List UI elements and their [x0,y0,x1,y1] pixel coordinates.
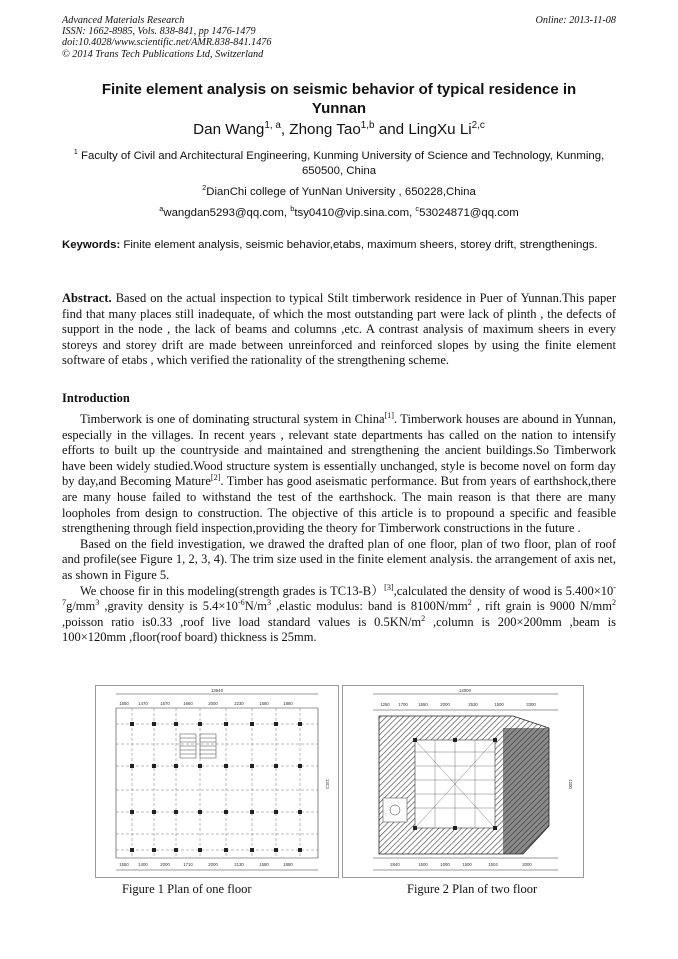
exponent: -7 [62,582,616,607]
intro-p3-text: N/m [244,599,267,614]
author-separator: and [374,121,409,138]
floor-plan-1-drawing [96,686,338,877]
exponent: 3 [95,597,100,607]
exponent: -6 [237,597,245,607]
intro-p3-text: ,calculated the density of wood is 5.400×10 [393,583,614,598]
author-3-affil: 2,c [471,119,485,131]
fig2-side-dim: 1200 [568,779,573,789]
exponent: 2 [421,613,426,623]
intro-p1-part-c: . Timber has good aseismatic performance. But from years of earthshock,there are many house failed to withstand the test of the earthshock. The main reason is that there are many loopholes from design to construction. The objective of this article is to propound a specific and feasible strengthening through field inspection,providing the theory for Timberwork constructions in the future . [62,474,616,536]
fig1-dim-label: 1550 [119,862,129,867]
exponent: 2 [467,597,472,607]
email-line [64,206,614,221]
fig1-dim-label: 1670 [160,701,170,706]
keywords-label: Keywords: [62,239,121,251]
figure-1-caption: Figure 1 Plan of one floor [122,882,252,896]
affiliation-1 [64,149,614,179]
fig2-dim-label: 2000 [440,702,450,707]
affiliation-2-marker: 2 [202,183,207,193]
intro-p3-text: ,column is 200×200mm ,beam is 100×120mm ,floor(roof board) thickness is 25mm. [62,614,616,645]
fig2-dim-label: 2840 [390,862,400,867]
email-a-marker: a [159,204,164,214]
copyright-line: © 2014 Trans Tech Publications Ltd, Switzerland [62,48,264,60]
author-2-affil: 1,b [360,119,375,131]
fig2-dim-label: 1504 [488,862,498,867]
author-1: Dan Wang [193,121,265,138]
fig2-dim-label: 1250 [380,702,390,707]
intro-paragraph-1 [62,412,616,537]
intro-p3-text: g/mm [66,599,96,614]
citation-1[interactable]: [1] [384,410,394,420]
author-1-affil: 1, a [264,119,281,131]
affiliation-2-text: DianChi college of YunNan University , 650228,China [206,186,476,198]
exponent: 2 [611,597,616,607]
citation-3[interactable]: [3] [384,582,394,592]
fig1-total-dim: 13640 [211,688,223,693]
abstract [62,291,616,369]
email-b: tsy0410@vip.sina.com, [294,207,416,219]
keywords-text: Finite element analysis, seismic behavior,etabs, maximum sheers, storey drift, strengthenings. [120,239,598,251]
fig1-dim-label: 2000 [160,862,170,867]
keywords [62,238,616,253]
affiliation-1-marker: 1 [73,147,78,157]
email-a: wangdan5293@qq.com, [163,207,291,219]
journal-header [62,15,271,60]
fig1-dim-label: 1880 [283,862,293,867]
fig1-dim-label: 1580 [259,701,269,706]
fig2-dim-label: 1550 [418,702,428,707]
intro-p3-text: ,gravity density is 5.4×10 [99,599,238,614]
fig2-dim-label: 1500 [418,862,428,867]
figure-2-plan-two-floor [342,685,584,878]
email-c-marker: c [415,204,420,214]
doi-line: doi:10.4028/www.scientific.net/AMR.838-841.1476 [62,37,272,49]
fig1-dim-label: 1880 [283,701,293,706]
fig2-total-dim: 14000 [459,688,471,693]
exponent: 3 [266,597,271,607]
floor-plan-2-drawing [343,686,583,877]
fig1-dim-label: 2230 [234,701,244,706]
affiliation-2 [64,185,614,200]
author-separator: , [280,121,290,138]
fig1-side-dim: 13C1 [325,778,330,790]
author-list [62,121,616,138]
fig2-dim-label: 2000 [522,862,532,867]
paper-title: Finite element analysis on seismic behavior of typical residence in Yunnan [101,81,577,117]
fig2-dim-label: 1700 [398,702,408,707]
fig1-dim-label: 2130 [234,862,244,867]
fig1-dim-label: 1470 [138,701,148,706]
abstract-label: Abstract. [62,291,112,305]
intro-paragraph-2: Based on the field investigation, we drawed the drafted plan of one floor, plan of two floor, plan of roof and profile(see Figure 1, 2, 3, 4). The trim size used in the finite element analysis. the arrangement of axis net, as shown in Figure 5. [62,536,616,582]
intro-p1-part-b: . Timberwork houses are abound in Yunnan, especially in the villages. In recent years , relevant state departments has called on the nation to intensify efforts to built up the countryside and maintained and strengthening the ancient buildings.So Timberwork have been widely studied.Wood structure system is essentially unchanged, style is become novel on form day by day,and Becoming Mature [62,412,616,489]
fig1-dim-label: 1550 [119,701,129,706]
fig2-dim-label: 2530 [468,702,478,707]
fig1-dim-label: 2000 [208,862,218,867]
email-b-marker: b [290,204,295,214]
affiliation-1-text: Faculty of Civil and Architectural Engineering, Kunming University of Science and Technology, Kunming, 650500, China [77,150,605,177]
intro-p3-text: , rift grain is 9000 N/mm [471,599,612,614]
author-2: Zhong Tao [289,121,361,138]
introduction-body [62,412,616,646]
intro-p1-part-a: Timberwork is one of dominating structural system in China [80,412,385,426]
figure-1-plan-one-floor [95,685,339,878]
journal-name: Advanced Materials Research [62,15,185,26]
email-c: 53024871@qq.com [419,207,519,219]
issn-line: ISSN: 1662-8985, Vols. 838-841, pp 1476-1479 [62,26,256,38]
fig1-dim-label: 2000 [208,701,218,706]
abstract-text: Based on the actual inspection to typical Stilt timberwork residence in Puer of Yunnan.This paper find that many places still inadequate, of which the most outstanding part were lack of plinth , the defects of support in the node , the lack of beams and columns ,etc. A contrast analysis of maximum sheers in every storeys and storey drift are made between unreinforced and reinforced slopes by using the finite element software of etabs , which verified the rationality of the strengthening scheme. [62,291,616,368]
fig2-dim-label: 1500 [494,702,504,707]
intro-p3-text: ,poisson ratio is0.33 ,roof live load standard values is 0.5KN/m [62,614,422,629]
fig1-dim-label: 1400 [138,862,148,867]
fig2-dim-label: 1000 [440,862,450,867]
citation-2[interactable]: [2] [210,473,221,483]
fig1-dim-label: 1710 [183,862,193,867]
author-3: LingXu Li [408,121,472,138]
fig2-dim-label: 3300 [526,702,536,707]
introduction-heading: Introduction [62,391,130,405]
online-date: Online: 2013-11-08 [535,15,616,26]
fig2-dim-label: 1500 [462,862,472,867]
fig1-dim-label: 1580 [259,862,269,867]
fig1-dim-label: 1660 [183,701,193,706]
intro-p3-text: ,elastic modulus: band is 8100N/mm [271,599,468,614]
figure-2-caption: Figure 2 Plan of two floor [407,882,538,896]
intro-paragraph-3 [62,584,616,646]
intro-p3-text: We choose fir in this modeling(strength grades is TC13-B） [80,583,385,598]
